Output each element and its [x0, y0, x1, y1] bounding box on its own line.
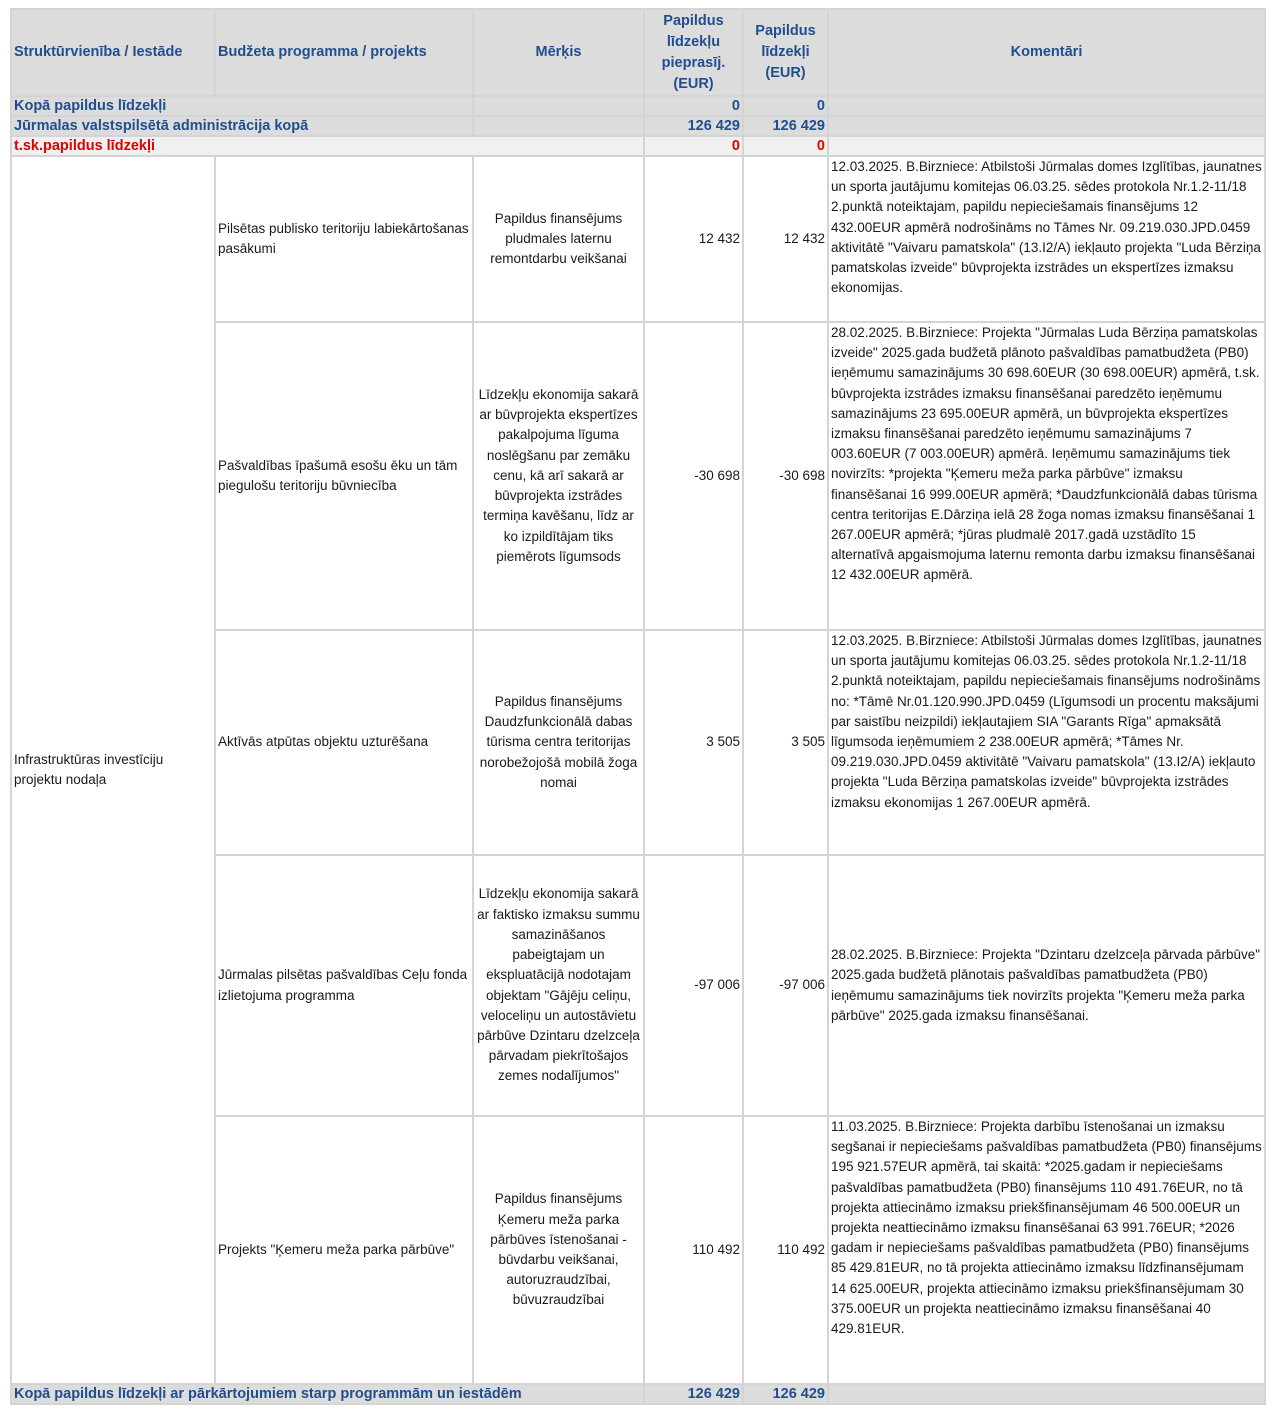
incl-requested: 0 [644, 136, 743, 156]
header-requested: Papildus līdzekļu pieprasīj. (EUR) [644, 9, 743, 96]
row-granted: -97 006 [743, 855, 828, 1116]
row-program: Pilsētas publisko teritoriju labiekārtošanas pasākumi [215, 156, 473, 322]
header-row [11, 9, 1265, 96]
summary-total-comment-empty [828, 96, 1265, 116]
row-goal: Papildus finansējums Daudzfunkcionālā dabas tūrisma centra teritorijas norobežojošā mobilā žoga nomai [473, 630, 644, 855]
admin-total-requested: 126 429 [644, 116, 743, 136]
row-comment: 12.03.2025. B.Birzniece: Atbilstoši Jūrmalas domes Izglītības, jaunatnes un sporta jautājumu komitejas 06.03.25. sēdes protokola Nr.1.2-11/18 2.punktā noteiktajam, papildu nepieciešamais finansējums 12 432.00EUR apmērā nodrošināms no Tāmes Nr. 09.219.030.JPD.0459 aktivitātē "Vaivaru pamatskola" (13.I2/A) iekļauto projekta "Luda Bērziņa pamatskolas izveide" būvprojekta izstrādes un ekspertīzes izmaksu ekonomijas. [828, 156, 1265, 322]
summary-total-granted: 0 [743, 96, 828, 116]
summary-total-label: Kopā papildus līdzekļi [11, 96, 473, 116]
incl-granted: 0 [743, 136, 828, 156]
row-goal: Līdzekļu ekonomija sakarā ar faktisko izmaksu summu samazināšanos pabeigtajam un ekspluatācijā nodotajam objektam "Gājēju celiņu, veloceliņu un autostāvietu pārbūve Dzintaru dzelzceļa pārvadam piekrītošajos zemes nodalījumos" [473, 855, 644, 1116]
row-granted: -30 698 [743, 322, 828, 630]
incl-label: t.sk.papildus līdzekļi [11, 136, 644, 156]
admin-total-label: Jūrmalas valstspilsētā administrācija kopā [11, 116, 473, 136]
admin-total-comment-empty [828, 116, 1265, 136]
row-granted: 12 432 [743, 156, 828, 322]
grand-total-comment-empty [828, 1384, 1265, 1404]
row-requested: 12 432 [644, 156, 743, 322]
row-goal: Līdzekļu ekonomija sakarā ar būvprojekta ekspertīzes pakalpojuma līguma noslēgšanu par zemāku cenu, kā arī sakarā ar būvprojekta izstrādes termiņa kavēšanu, līdz ar ko izpildītājam tiks piemērots līgumsods [473, 322, 644, 630]
row-program: Projekts "Ķemeru meža parka pārbūve" [215, 1116, 473, 1384]
admin-total-goal-empty [473, 116, 644, 136]
admin-total-row [11, 116, 1265, 136]
header-comments: Komentāri [828, 9, 1265, 96]
grand-total-label: Kopā papildus līdzekļi ar pārkārtojumiem starp programmām un iestādēm [11, 1384, 644, 1404]
admin-total-granted: 126 429 [743, 116, 828, 136]
row-goal: Papildus finansējums pludmales laternu remontdarbu veikšanai [473, 156, 644, 322]
header-program: Budžeta programma / projekts [215, 9, 473, 96]
row-requested: -97 006 [644, 855, 743, 1116]
summary-total-requested: 0 [644, 96, 743, 116]
header-goal: Mērķis [473, 9, 644, 96]
summary-total-row [11, 96, 1265, 116]
row-requested: -30 698 [644, 322, 743, 630]
grand-total-row [11, 1384, 1265, 1404]
grand-total-granted: 126 429 [743, 1384, 828, 1404]
row-granted: 3 505 [743, 630, 828, 855]
header-unit: Struktūrvienība / Iestāde [11, 9, 215, 96]
row-requested: 110 492 [644, 1116, 743, 1384]
row-program: Aktīvās atpūtas objektu uzturēšana [215, 630, 473, 855]
grand-total-requested: 126 429 [644, 1384, 743, 1404]
row-comment: 12.03.2025. B.Birzniece: Atbilstoši Jūrmalas domes Izglītības, jaunatnes un sporta jautājumu komitejas 06.03.25. sēdes protokola Nr.1.2-11/18 2.punktā noteiktajam, papildu nepieciešamais finansējums nodrošināms no: *Tāmē Nr.01.120.990.JPD.0459 (Līgumsodi un procentu maksājumi par saistību neizpildi) iekļautajiem SIA "Garants Rīga" apmaksātā līgumsoda ieņēmumiem 2 238.00EUR apmērā; *Tāmes Nr. 09.219.030.JPD.0459 aktivitātē "Vaivaru pamatskola" (13.I2/A) iekļauto projekta "Luda Bērziņa pamatskolas izveide" būvprojekta izstrādes izmaksu ekonomijas 1 267.00EUR apmērā. [828, 630, 1265, 855]
row-comment: 28.02.2025. B.Birzniece: Projekta "Jūrmalas Luda Bērziņa pamatskolas izveide" 2025.gada budžetā plānoto pašvaldības pamatbudžeta (PB0) ieņēmumu samazinājums 30 698.60EUR (30 698.00EUR) apmērā, t.sk. būvprojekta izstrādes izmaksu finansēšanai paredzēto ieņēmumu samazinājums 23 695.00EUR apmērā, un būvprojekta ekspertīzes izmaksu finansēšanai paredzēto ieņēmumu samazinājums 7 003.60EUR (7 003.00EUR) apmērā. Ieņēmumu samazinājums tiek novirzīts: *projekta "Ķemeru meža parka pārbūve" izmaksu finansēšanai 16 999.00EUR apmērā; *Daudzfunkcionālā dabas tūrisma centra teritorijas E.Dārziņa ielā 28 žoga nomas izmaksu finansēšanai 1 267.00EUR apmērā; *jūras pludmalē 2017.gadā uzstādīto 15 alternatīvā apgaismojuma laternu remonta darbu izmaksu finansēšanai 12 432.00EUR apmērā. [828, 322, 1265, 630]
summary-total-goal-empty [473, 96, 644, 116]
table-row [11, 156, 1265, 322]
unit-name: Infrastruktūras investīciju projektu nodaļa [11, 156, 215, 1384]
incl-row [11, 136, 1265, 156]
row-program: Pašvaldības īpašumā esošu ēku un tām piegulošu teritoriju būvniecība [215, 322, 473, 630]
row-goal: Papildus finansējums Ķemeru meža parka pārbūves īstenošanai - būvdarbu veikšanai, autoruzraudzībai, būvuzraudzībai [473, 1116, 644, 1384]
row-comment: 11.03.2025. B.Birzniece: Projekta darbību īstenošanai un izmaksu segšanai ir nepieciešams pašvaldības pamatbudžeta (PB0) finansējums 195 921.57EUR apmērā, tai skaitā: *2025.gadam ir nepieciešams pašvaldības pamatbudžeta (PB0) finansējums 110 491.76EUR, no tā projekta attiecināmo izmaksu priekšfinansējumam 46 500.00EUR un projekta neattiecināmo izmaksu finansēšanai 63 991.76EUR; *2026 gadam ir nepieciešams pašvaldības pamatbudžeta (PB0) finansējums 85 429.81EUR, no tā projekta attiecināmo izmaksu līdzfinansējumam 14 625.00EUR, projekta attiecināmo izmaksu priekšfinansējumam 30 375.00EUR un projekta neattiecināmo izmaksu finansēšanai 40 429.81EUR. [828, 1116, 1265, 1384]
header-granted: Papildus līdzekļi (EUR) [743, 9, 828, 96]
row-comment: 28.02.2025. B.Birzniece: Projekta "Dzintaru dzelzceļa pārvada pārbūve" 2025.gada budžetā plānotais pašvaldības pamatbudžeta (PB0) ieņēmumu samazinājums tiek novirzīts projekta "Ķemeru meža parka pārbūve" 2025.gada izmaksu finansēšanai. [828, 855, 1265, 1116]
row-granted: 110 492 [743, 1116, 828, 1384]
row-requested: 3 505 [644, 630, 743, 855]
incl-comment-empty [828, 136, 1265, 156]
budget-table [10, 8, 1266, 1405]
row-program: Jūrmalas pilsētas pašvaldības Ceļu fonda izlietojuma programma [215, 855, 473, 1116]
